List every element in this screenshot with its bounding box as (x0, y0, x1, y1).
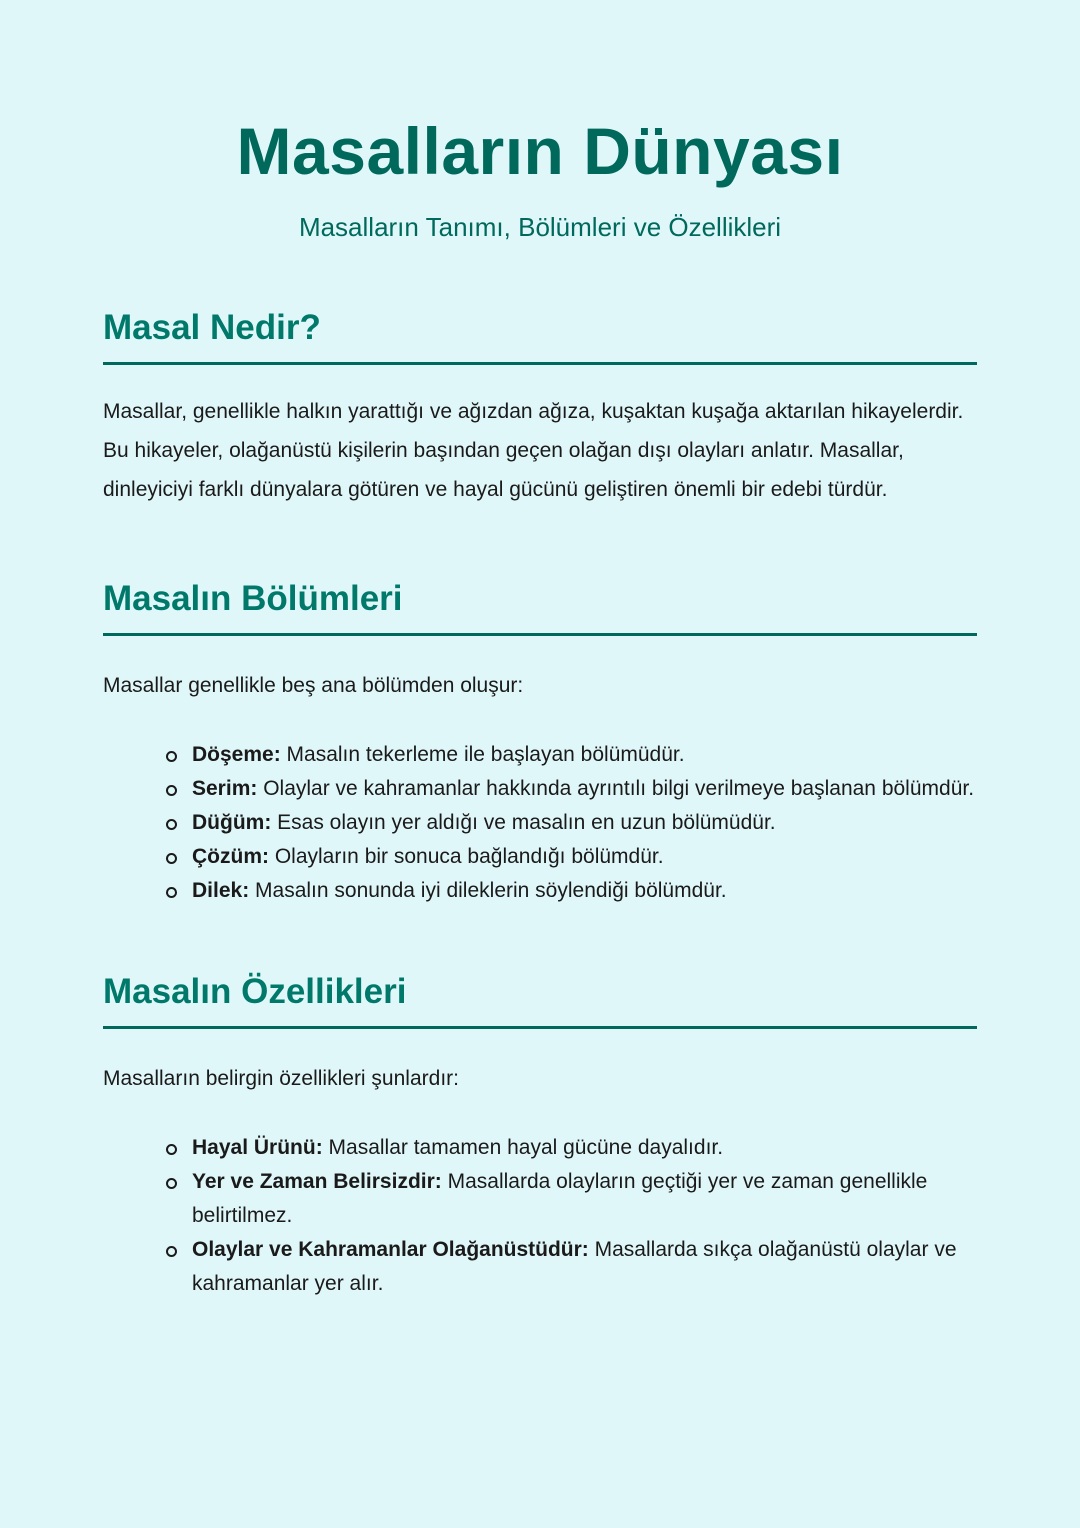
list-item (192, 772, 977, 806)
item-term: Serim: (192, 777, 258, 800)
item-term: Döşeme: (192, 743, 281, 766)
item-term: Çözüm: (192, 845, 269, 868)
page-subtitle: Masalların Tanımı, Bölümleri ve Özellikleri (298, 212, 782, 242)
page-title: Masalların Dünyası (236, 114, 844, 188)
circle-bullet-icon (166, 1178, 177, 1189)
item-desc: Esas olayın yer aldığı ve masalın en uzun bölümüdür. (271, 811, 776, 834)
circle-bullet-icon (166, 853, 177, 864)
list-item (192, 1233, 977, 1301)
item-term: Yer ve Zaman Belirsizdir: (192, 1170, 442, 1193)
section-masal-nedir (103, 306, 977, 509)
circle-bullet-icon (166, 1246, 177, 1257)
item-term: Dilek: (192, 879, 250, 902)
circle-bullet-icon (166, 819, 177, 830)
section-heading: Masalın Özellikleri (103, 970, 977, 1029)
circle-bullet-icon (166, 785, 177, 796)
item-term: Hayal Ürünü: (192, 1136, 323, 1159)
section-masalin-ozellikleri (103, 970, 977, 1301)
circle-bullet-icon (166, 887, 177, 898)
list-item (192, 738, 977, 772)
item-desc: Masalın sonunda iyi dileklerin söylendiği bölümdür. (249, 879, 727, 902)
section-masalin-bolumleri (103, 577, 977, 908)
item-desc: Olayların bir sonuca bağlandığı bölümdür. (269, 845, 664, 868)
section-heading: Masal Nedir? (103, 306, 977, 365)
item-desc: Masalın tekerleme ile başlayan bölümüdür. (280, 743, 685, 766)
section-intro: Masallar genellikle beş ana bölümden oluşur: (103, 674, 524, 697)
list-item (192, 1131, 977, 1165)
section-intro: Masalların belirgin özellikleri şunlardır: (103, 1067, 459, 1090)
item-desc: Masallarda sıkça olağanüstü olaylar ve kahramanlar yer alır. (192, 1238, 957, 1295)
item-desc: Olaylar ve kahramanlar hakkında ayrıntılı bilgi verilmeye başlanan bölümdür. (257, 777, 975, 800)
item-term: Olaylar ve Kahramanlar Olağanüstüdür: (192, 1238, 589, 1261)
list-item (192, 1165, 977, 1233)
list-item (192, 806, 977, 840)
features-list (103, 1131, 977, 1301)
list-item (192, 840, 977, 874)
item-desc: Masallarda olayların geçtiği yer ve zaman genellikle belirtilmez. (192, 1170, 928, 1227)
list-item (192, 874, 977, 908)
circle-bullet-icon (166, 751, 177, 762)
circle-bullet-icon (166, 1144, 177, 1155)
item-desc: Masallar tamamen hayal gücüne dayalıdır. (322, 1136, 724, 1159)
parts-list (103, 738, 977, 908)
item-term: Düğüm: (192, 811, 272, 834)
section-heading: Masalın Bölümleri (103, 577, 977, 636)
section-paragraph: Masallar, genellikle halkın yarattığı ve ağızdan ağıza, kuşaktan kuşağa aktarılan hikayelerdir. Bu hikayeler, olağanüstü kişilerin başından geçen olağan dışı olayları anlatır. Masallar, dinleyiciyi farklı dünyalara götüren ve hayal gücünü geliştiren önemli bir edebi türdür. (103, 400, 964, 501)
